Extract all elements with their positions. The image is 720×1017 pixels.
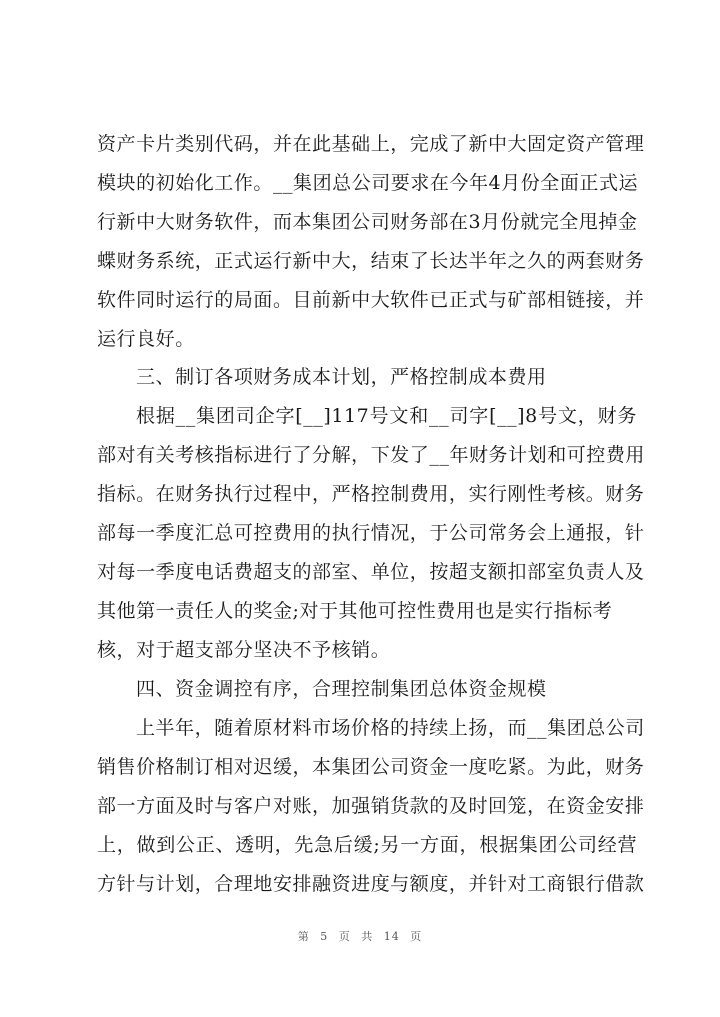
page-number-footer: 第 5 页 共 14 页 <box>297 930 423 943</box>
paragraph-line: 软件同时运行的局面。目前新中大软件已正式与矿部相链接，并 <box>97 289 645 311</box>
paragraph-line: 部一方面及时与客户对账，加强销货款的及时回笼，在资金安排 <box>97 795 645 817</box>
paragraph-line: 销售价格制订相对迟缓，本集团公司资金一度吃紧。为此，财务 <box>97 756 645 778</box>
paragraph-line: 方针与计划，合理地安排融资进度与额度，并针对工商银行借款 <box>97 873 645 895</box>
paragraph-line: 上，做到公正、透明，先急后缓;另一方面，根据集团公司经营 <box>97 834 637 856</box>
paragraph-line: 根据__集团司企字[__]117号文和__司字[__]8号文，财务 <box>136 405 637 427</box>
paragraph-line: 部每一季度汇总可控费用的执行情况，于公司常务会上通报，针 <box>97 522 645 544</box>
paragraph-line: 对每一季度电话费超支的部室、单位，按超支额扣部室负责人及 <box>97 561 645 583</box>
paragraph-line: 运行良好。 <box>97 328 195 350</box>
paragraph-line: 其他第一责任人的奖金;对于其他可控性费用也是实行指标考 <box>97 600 613 622</box>
section-heading: 四、资金调控有序，合理控制集团总体资金规模 <box>136 678 547 700</box>
paragraph-line: 资产卡片类别代码，并在此基础上，完成了新中大固定资产管理 <box>97 133 645 155</box>
paragraph-line: 部对有关考核指标进行了分解，下发了__年财务计划和可控费用 <box>97 444 645 466</box>
paragraph-line: 模块的初始化工作。__集团总公司要求在今年4月份全面正式运 <box>97 172 639 194</box>
paragraph-line: 核，对于超支部分坚决不予核销。 <box>97 639 391 661</box>
paragraph-line: 上半年，随着原材料市场价格的持续上扬，而__集团总公司 <box>136 717 645 739</box>
paragraph-line: 蝶财务系统，正式运行新中大，结束了长达半年之久的两套财务 <box>97 250 645 272</box>
section-heading: 三、制订各项财务成本计划，严格控制成本费用 <box>136 366 547 388</box>
paragraph-line: 指标。在财务执行过程中，严格控制费用，实行刚性考核。财务 <box>97 483 645 505</box>
paragraph-line: 行新中大财务软件，而本集团公司财务部在3月份就完全甩掉金 <box>97 211 638 233</box>
